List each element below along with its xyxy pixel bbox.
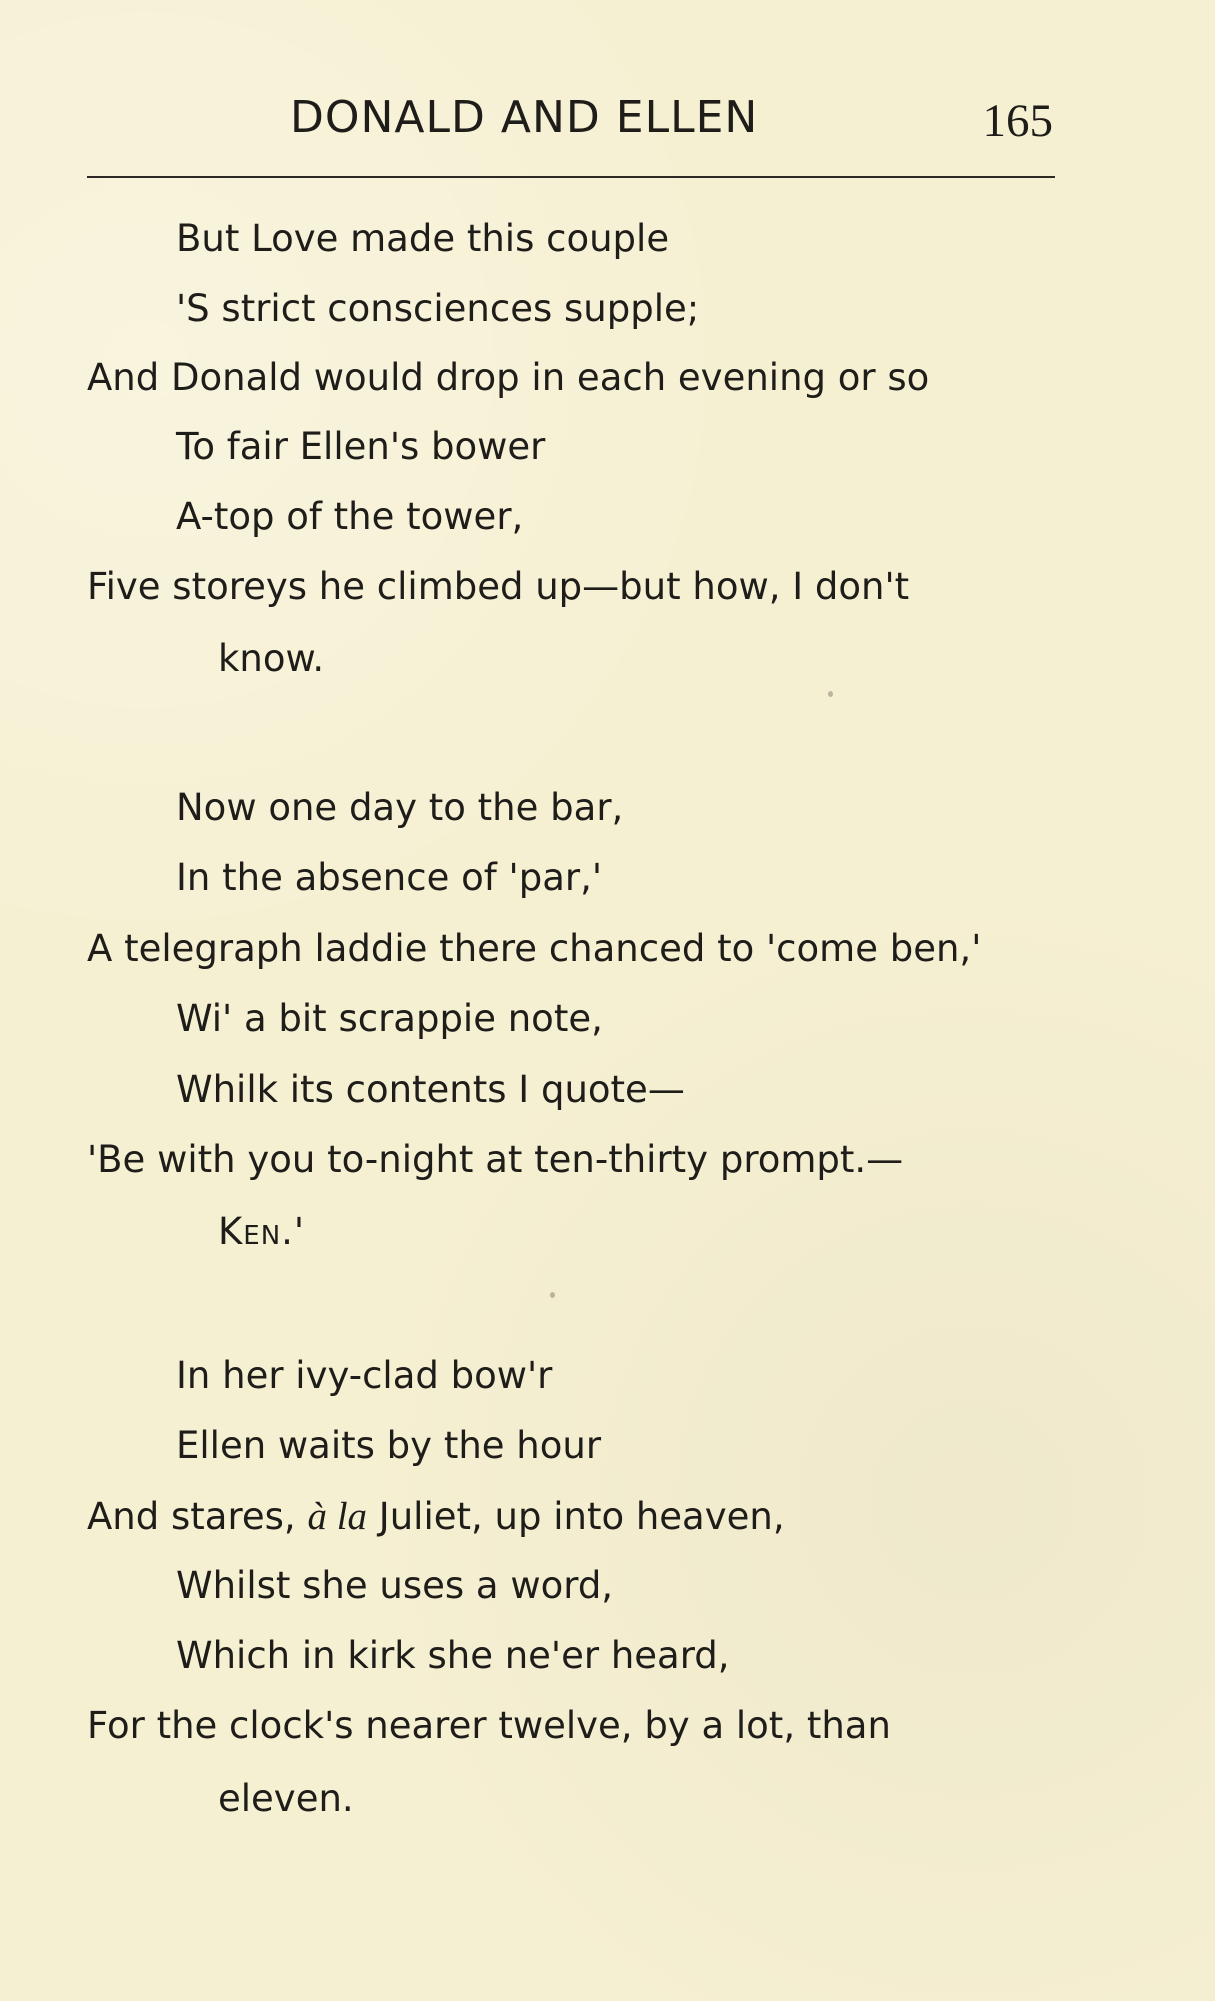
poem-line: Ken.'	[218, 1210, 306, 1253]
poem-line: But Love made this couple	[176, 217, 670, 260]
poem-line: Whilst she uses a word,	[176, 1564, 614, 1607]
running-title: DONALD AND ELLEN	[290, 92, 759, 143]
line-text: And stares,	[87, 1495, 296, 1538]
line-text: Juliet, up into heaven,	[378, 1495, 785, 1538]
poem-line: 'S strict consciences supple;	[176, 287, 700, 330]
poem-line: And Donald would drop in each evening or so	[87, 356, 930, 399]
poem-line: Five storeys he climbed up—but how, I don't	[87, 565, 910, 608]
poem-line: know.	[218, 637, 325, 680]
poem-line: Which in kirk she ne'er heard,	[176, 1634, 730, 1677]
poem-line: Ellen waits by the hour	[176, 1424, 602, 1467]
poem-line: A telegraph laddie there chanced to 'come ben,'	[87, 927, 982, 970]
ink-speck	[828, 691, 833, 697]
poem-line: Wi' a bit scrappie note,	[176, 997, 603, 1040]
poem-line: A-top of the tower,	[176, 495, 524, 538]
poem-line: Now one day to the bar,	[176, 786, 624, 829]
poem-line: In the absence of 'par,'	[176, 856, 603, 899]
poem-line: To fair Ellen's bower	[176, 425, 546, 468]
italic-phrase: à la	[307, 1495, 368, 1538]
poem-line: For the clock's nearer twelve, by a lot, than	[87, 1704, 891, 1747]
poem-line: 'Be with you to-night at ten-thirty prompt.—	[87, 1138, 904, 1181]
poem-line: In her ivy-clad bow'r	[176, 1354, 553, 1397]
poem-line	[87, 1497, 785, 1536]
poem-line: Whilk its contents I quote—	[176, 1068, 685, 1111]
page-number: 165	[982, 95, 1053, 147]
ink-speck	[550, 1292, 555, 1298]
poem-line: eleven.	[218, 1777, 354, 1820]
